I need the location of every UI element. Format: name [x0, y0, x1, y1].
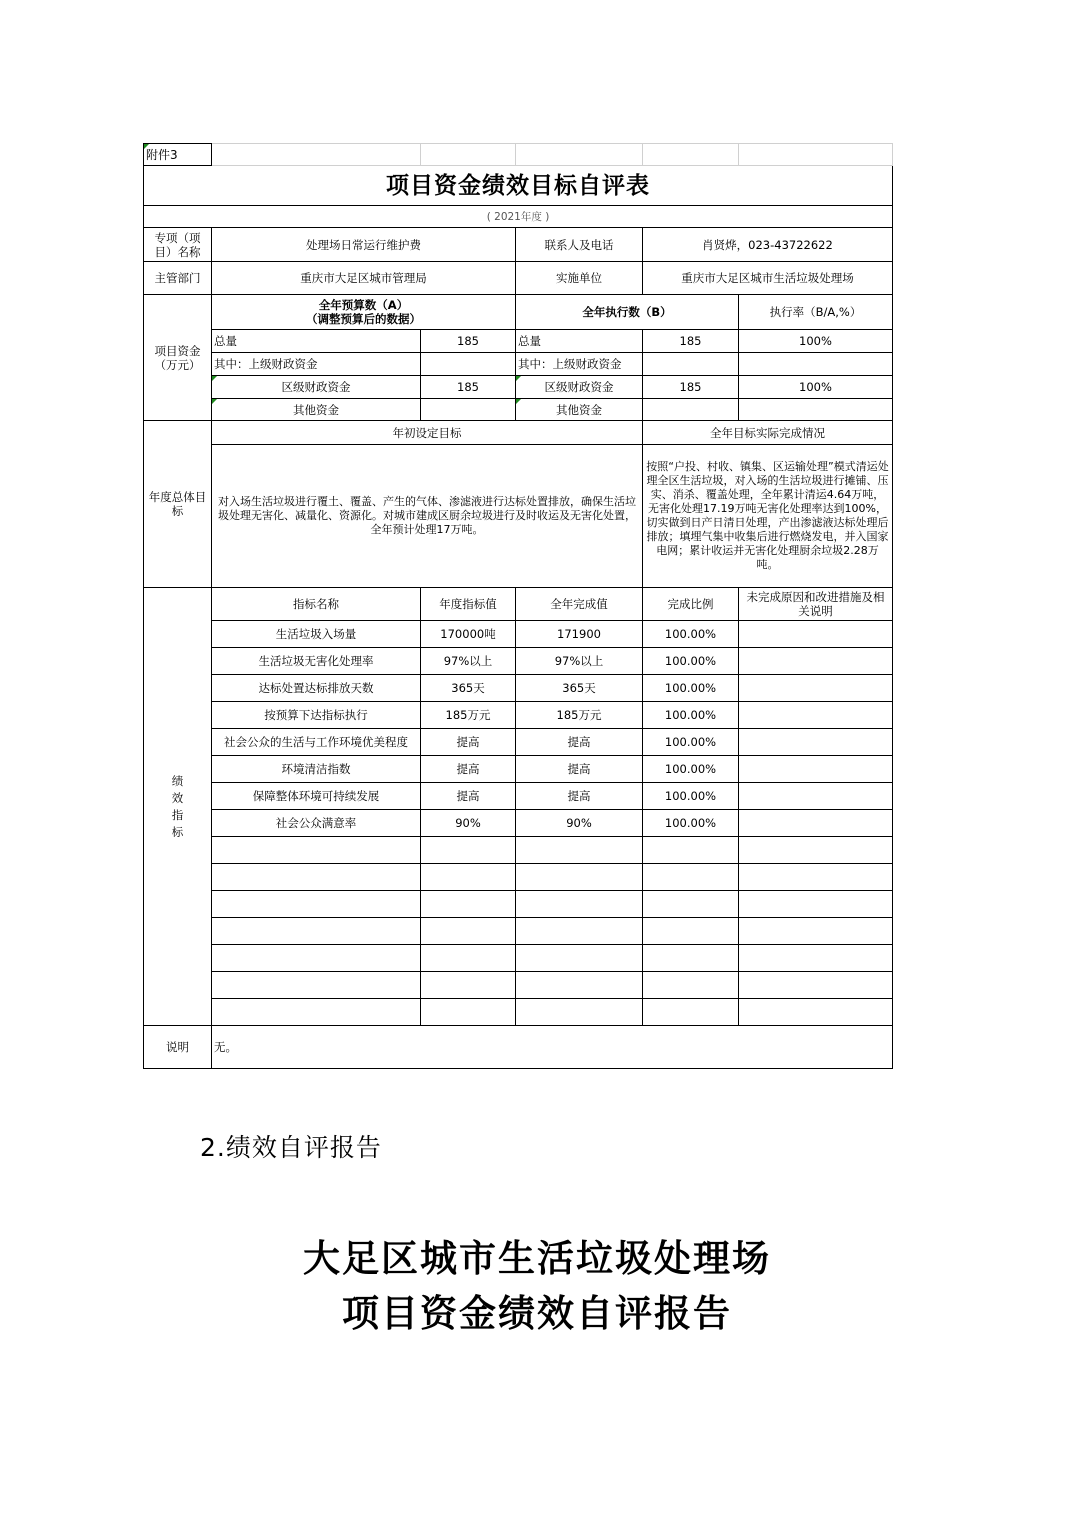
dept-value: 重庆市大足区城市管理局 — [212, 262, 516, 295]
perf-row-actual: 171900 — [516, 621, 643, 648]
empty-row — [144, 999, 893, 1026]
perf-label-text: 绩效指标 — [171, 773, 184, 839]
perf-row-name: 生活垃圾入场量 — [212, 621, 421, 648]
perf-header-name: 指标名称 — [212, 588, 421, 621]
perf-header-target: 年度指标值 — [421, 588, 516, 621]
perf-row-note — [739, 756, 893, 783]
perf-row-target: 185万元 — [421, 702, 516, 729]
rate-header: 执行率（B/A,%） — [739, 295, 893, 330]
section-heading: 2.绩效自评报告 — [200, 1133, 382, 1162]
perf-row-actual: 提高 — [516, 783, 643, 810]
perf-row-ratio: 100.00% — [643, 783, 739, 810]
funds-row-rate: 100% — [739, 376, 893, 399]
contact-label: 联系人及电话 — [516, 228, 643, 262]
note-label: 说明 — [144, 1026, 212, 1069]
empty-row — [144, 837, 893, 864]
funds-row-label-a: 总量 — [212, 330, 421, 353]
budget-header-line2: （调整预算后的数据） — [306, 312, 421, 326]
perf-row-ratio: 100.00% — [643, 648, 739, 675]
perf-row-name: 达标处置达标排放天数 — [212, 675, 421, 702]
perf-row-note — [739, 810, 893, 837]
exec-header: 全年执行数（B） — [516, 295, 739, 330]
funds-row-value-a — [421, 399, 516, 421]
perf-row-name: 按预算下达指标执行 — [212, 702, 421, 729]
empty-row — [144, 918, 893, 945]
perf-row-note — [739, 783, 893, 810]
impl-label: 实施单位 — [516, 262, 643, 295]
funds-row-value-b — [643, 353, 739, 376]
performance-table — [143, 143, 893, 1069]
funds-row-value-a — [421, 353, 516, 376]
funds-row-value-a: 185 — [421, 376, 516, 399]
contact-value: 肖贤烨，023-43722622 — [643, 228, 893, 262]
funds-row-value-a: 185 — [421, 330, 516, 353]
perf-row-name: 环境清洁指数 — [212, 756, 421, 783]
perf-row-target: 170000吨 — [421, 621, 516, 648]
perf-row-note — [739, 621, 893, 648]
perf-row-ratio: 100.00% — [643, 675, 739, 702]
perf-row-note — [739, 648, 893, 675]
project-name: 处理场日常运行维护费 — [212, 228, 516, 262]
perf-row-actual: 185万元 — [516, 702, 643, 729]
form-year: ( 2021年度 ) — [144, 206, 893, 228]
empty-row — [144, 864, 893, 891]
actual-header: 全年目标实际完成情况 — [643, 421, 893, 445]
perf-row-ratio: 100.00% — [643, 621, 739, 648]
funds-row-label-a: 其他资金 — [212, 399, 421, 421]
perf-row-note — [739, 675, 893, 702]
perf-row-name: 社会公众满意率 — [212, 810, 421, 837]
report-title-line1: 大足区城市生活垃圾处理场 — [303, 1236, 771, 1280]
perf-row-actual: 提高 — [516, 756, 643, 783]
annual-label: 年度总体目标 — [144, 421, 212, 588]
perf-row-ratio: 100.00% — [643, 702, 739, 729]
form-title: 项目资金绩效目标自评表 — [144, 166, 893, 206]
funds-row-label-b: 总量 — [516, 330, 643, 353]
perf-row-target: 365天 — [421, 675, 516, 702]
project-name-label: 专项（项目）名称 — [144, 228, 212, 262]
perf-row-ratio: 100.00% — [643, 729, 739, 756]
perf-row-actual: 提高 — [516, 729, 643, 756]
funds-row-value-b: 185 — [643, 330, 739, 353]
funds-row-label-a: 其中：上级财政资金 — [212, 353, 421, 376]
perf-row-actual: 90% — [516, 810, 643, 837]
funds-row-value-b: 185 — [643, 376, 739, 399]
budget-header — [212, 295, 516, 330]
empty-row — [144, 891, 893, 918]
funds-row-rate — [739, 353, 893, 376]
perf-row-target: 97%以上 — [421, 648, 516, 675]
funds-row-rate: 100% — [739, 330, 893, 353]
perf-label — [144, 588, 212, 1026]
perf-row-note — [739, 729, 893, 756]
perf-header-note: 未完成原因和改进措施及相关说明 — [739, 588, 893, 621]
funds-row-label-a: 区级财政资金 — [212, 376, 421, 399]
perf-row-ratio: 100.00% — [643, 810, 739, 837]
funds-label: 项目资金（万元） — [144, 295, 212, 421]
perf-row-name: 生活垃圾无害化处理率 — [212, 648, 421, 675]
dept-label: 主管部门 — [144, 262, 212, 295]
funds-row-value-b — [643, 399, 739, 421]
perf-header-ratio: 完成比例 — [643, 588, 739, 621]
target-text: 对入场生活垃圾进行覆土、覆盖、产生的气体、渗滤液进行达标处置排放，确保生活垃圾处理无害化、减量化、资源化。对城市建成区厨余垃圾进行及时收运及无害化处置，全年预计处理17万吨。 — [212, 445, 643, 588]
funds-row-label-b: 其他资金 — [516, 399, 643, 421]
perf-row-actual: 365天 — [516, 675, 643, 702]
empty-row — [144, 972, 893, 999]
perf-row-target: 提高 — [421, 783, 516, 810]
note-text: 无。 — [212, 1026, 893, 1069]
actual-text: 按照“户投、村收、镇集、区运输处理”模式清运处理全区生活垃圾，对入场的生活垃圾进行摊铺、压实、消杀、覆盖处理，全年累计清运4.64万吨，无害化处理17.19万吨无害化处理率达到100%，切实做到日产日清日处理，产出渗滤液达标处理后排放；填埋气集中收集后进行燃烧发电，并入国家电网；累计收运并无害化处理厨余垃圾2.28万吨。 — [643, 445, 893, 588]
perf-row-name: 社会公众的生活与工作环境优美程度 — [212, 729, 421, 756]
perf-header-actual: 全年完成值 — [516, 588, 643, 621]
impl-value: 重庆市大足区城市生活垃圾处理场 — [643, 262, 893, 295]
perf-row-name: 保障整体环境可持续发展 — [212, 783, 421, 810]
attachment-label: 附件3 — [144, 144, 212, 166]
funds-row-rate — [739, 399, 893, 421]
perf-row-ratio: 100.00% — [643, 756, 739, 783]
perf-row-note — [739, 702, 893, 729]
funds-row-label-b: 其中：上级财政资金 — [516, 353, 643, 376]
perf-row-target: 提高 — [421, 729, 516, 756]
target-header: 年初设定目标 — [212, 421, 643, 445]
perf-row-target: 提高 — [421, 756, 516, 783]
empty-row — [144, 945, 893, 972]
report-title-line2: 项目资金绩效自评报告 — [342, 1291, 732, 1335]
budget-header-line1: 全年预算数（A） — [318, 298, 409, 312]
funds-row-label-b: 区级财政资金 — [516, 376, 643, 399]
perf-row-actual: 97%以上 — [516, 648, 643, 675]
perf-row-target: 90% — [421, 810, 516, 837]
